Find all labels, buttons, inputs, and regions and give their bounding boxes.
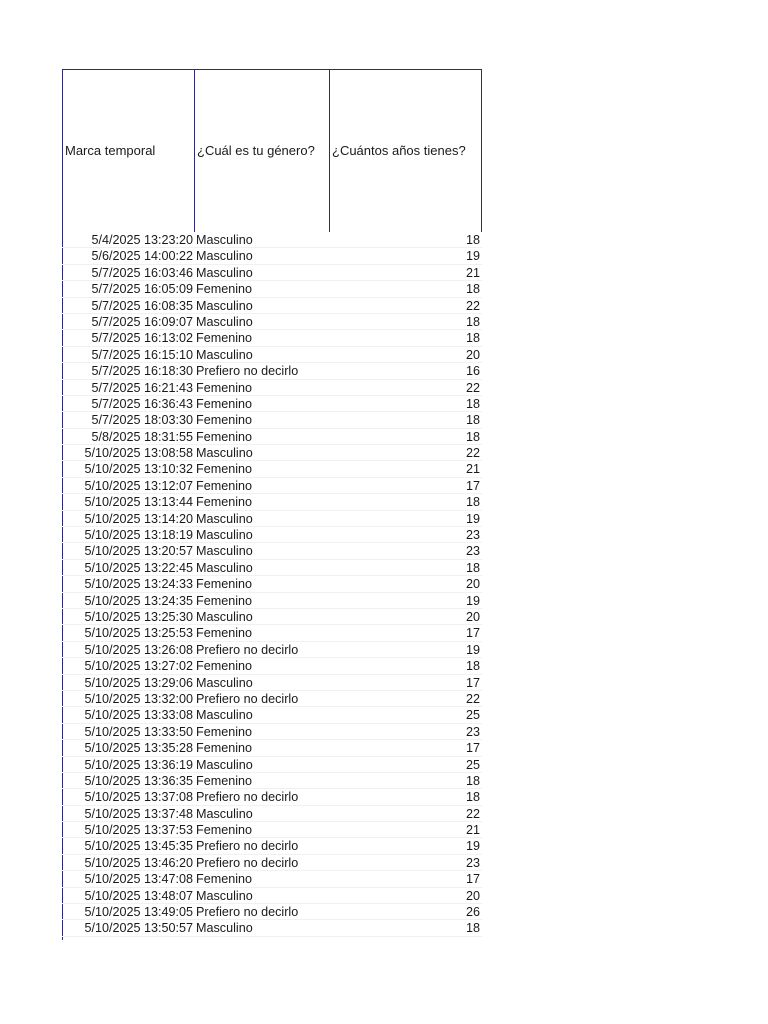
table-row bbox=[62, 330, 482, 346]
timestamp-cell[interactable]: 5/8/2025 18:31:55 bbox=[91, 429, 193, 444]
age-cell[interactable]: 18 bbox=[465, 773, 480, 788]
table-row bbox=[62, 658, 482, 674]
gender-cell[interactable]: Masculino bbox=[196, 265, 253, 280]
age-cell[interactable]: 17 bbox=[465, 872, 480, 887]
table-row bbox=[62, 806, 482, 822]
age-cell[interactable]: 18 bbox=[465, 790, 480, 805]
gender-cell[interactable]: Femenino bbox=[196, 577, 253, 592]
gender-cell[interactable]: Prefiero no decirlo bbox=[196, 839, 299, 854]
age-cell[interactable]: 18 bbox=[465, 429, 480, 444]
header-timestamp[interactable]: Marca temporal bbox=[62, 70, 194, 232]
gender-cell[interactable]: Femenino bbox=[196, 495, 253, 510]
gender-cell[interactable]: Femenino bbox=[196, 396, 253, 411]
timestamp-cell[interactable]: 5/10/2025 13:36:35 bbox=[84, 773, 193, 788]
table-row bbox=[62, 757, 482, 773]
table-row bbox=[62, 773, 482, 789]
table-row bbox=[62, 543, 482, 559]
table-row bbox=[62, 281, 482, 297]
table-row bbox=[62, 494, 482, 510]
table-row bbox=[62, 707, 482, 723]
timestamp-cell[interactable]: 5/10/2025 13:33:08 bbox=[84, 708, 193, 723]
table-row bbox=[62, 248, 482, 264]
age-cell[interactable]: 18 bbox=[465, 396, 480, 411]
gender-cell[interactable]: Femenino bbox=[196, 872, 253, 887]
table-row bbox=[62, 232, 482, 248]
gender-cell[interactable]: Femenino bbox=[196, 773, 253, 788]
timestamp-cell[interactable]: 5/10/2025 13:37:08 bbox=[84, 790, 193, 805]
timestamp-cell[interactable]: 5/10/2025 13:47:08 bbox=[84, 872, 193, 887]
age-cell[interactable]: 18 bbox=[465, 314, 480, 329]
age-cell[interactable]: 20 bbox=[465, 347, 480, 362]
age-cell[interactable]: 22 bbox=[465, 380, 480, 395]
timestamp-cell[interactable]: 5/10/2025 13:24:33 bbox=[84, 577, 193, 592]
timestamp-cell[interactable]: 5/10/2025 13:25:53 bbox=[84, 626, 193, 641]
age-cell[interactable]: 23 bbox=[465, 544, 480, 559]
timestamp-cell[interactable]: 5/10/2025 13:48:07 bbox=[84, 888, 193, 903]
gender-cell[interactable]: Prefiero no decirlo bbox=[196, 364, 299, 379]
table-row bbox=[62, 724, 482, 740]
age-cell[interactable]: 18 bbox=[465, 413, 480, 428]
table-row bbox=[62, 478, 482, 494]
gender-cell[interactable]: Masculino bbox=[196, 560, 253, 575]
table-row bbox=[62, 822, 482, 838]
gender-cell[interactable]: Femenino bbox=[196, 331, 253, 346]
gender-cell[interactable]: Femenino bbox=[196, 380, 253, 395]
gender-cell[interactable]: Femenino bbox=[196, 478, 253, 493]
age-cell[interactable]: 19 bbox=[465, 511, 480, 526]
timestamp-cell[interactable]: 5/10/2025 13:26:08 bbox=[84, 642, 193, 657]
age-cell[interactable]: 17 bbox=[465, 626, 480, 641]
age-cell[interactable]: 18 bbox=[465, 659, 480, 674]
gender-cell[interactable]: Masculino bbox=[196, 544, 253, 559]
table-row bbox=[62, 347, 482, 363]
table-row bbox=[62, 642, 482, 658]
gender-cell[interactable]: Prefiero no decirlo bbox=[196, 790, 299, 805]
age-cell[interactable]: 23 bbox=[465, 855, 480, 870]
timestamp-cell[interactable]: 5/10/2025 13:18:19 bbox=[84, 528, 193, 543]
gender-cell[interactable]: Masculino bbox=[196, 298, 253, 313]
age-cell[interactable]: 25 bbox=[465, 757, 480, 772]
table-row bbox=[62, 838, 482, 854]
table-row bbox=[62, 265, 482, 281]
age-cell[interactable]: 17 bbox=[465, 741, 480, 756]
gender-cell[interactable]: Femenino bbox=[196, 429, 253, 444]
table-row bbox=[62, 691, 482, 707]
table-row bbox=[62, 920, 482, 936]
timestamp-cell[interactable]: 5/10/2025 13:24:35 bbox=[84, 593, 193, 608]
gender-cell[interactable]: Masculino bbox=[196, 233, 253, 247]
timestamp-cell[interactable]: 5/10/2025 13:08:58 bbox=[84, 446, 193, 461]
table-body bbox=[62, 232, 482, 937]
table-row bbox=[62, 789, 482, 805]
timestamp-cell[interactable]: 5/7/2025 16:03:46 bbox=[91, 265, 193, 280]
timestamp-cell[interactable]: 5/7/2025 16:08:35 bbox=[91, 298, 193, 313]
age-cell[interactable]: 18 bbox=[465, 560, 480, 575]
age-cell[interactable]: 18 bbox=[465, 233, 480, 247]
gender-cell[interactable]: Masculino bbox=[196, 347, 253, 362]
table-row bbox=[62, 314, 482, 330]
timestamp-cell[interactable]: 5/10/2025 13:36:19 bbox=[84, 757, 193, 772]
table-row bbox=[62, 593, 482, 609]
gender-cell[interactable]: Masculino bbox=[196, 528, 253, 543]
gender-cell[interactable]: Femenino bbox=[196, 462, 253, 477]
age-cell[interactable]: 21 bbox=[465, 462, 480, 477]
timestamp-cell[interactable]: 5/6/2025 14:00:22 bbox=[91, 249, 193, 264]
timestamp-cell[interactable]: 5/10/2025 13:46:20 bbox=[84, 855, 193, 870]
header-age[interactable]: ¿Cuántos años tienes? bbox=[329, 70, 482, 232]
timestamp-cell[interactable]: 5/10/2025 13:35:28 bbox=[84, 741, 193, 756]
timestamp-cell[interactable]: 5/7/2025 16:36:43 bbox=[91, 396, 193, 411]
timestamp-cell[interactable]: 5/10/2025 13:50:57 bbox=[84, 921, 193, 936]
age-cell[interactable]: 20 bbox=[465, 888, 480, 903]
table-row bbox=[62, 429, 482, 445]
table-row bbox=[62, 363, 482, 379]
table-row bbox=[62, 560, 482, 576]
timestamp-cell[interactable]: 5/7/2025 16:15:10 bbox=[91, 347, 193, 362]
timestamp-cell[interactable]: 5/7/2025 18:03:30 bbox=[91, 413, 193, 428]
table-row bbox=[62, 871, 482, 887]
table-row bbox=[62, 298, 482, 314]
gender-cell[interactable]: Femenino bbox=[196, 413, 253, 428]
gender-cell[interactable]: Masculino bbox=[196, 806, 253, 821]
timestamp-cell[interactable]: 5/10/2025 13:14:20 bbox=[84, 511, 193, 526]
table-row bbox=[62, 855, 482, 871]
table-row bbox=[62, 445, 482, 461]
timestamp-cell[interactable]: 5/10/2025 13:12:07 bbox=[84, 478, 193, 493]
age-cell[interactable]: 19 bbox=[465, 642, 480, 657]
table-row bbox=[62, 609, 482, 625]
table-row bbox=[62, 740, 482, 756]
timestamp-cell[interactable]: 5/10/2025 13:37:48 bbox=[84, 806, 193, 821]
gender-cell[interactable]: Femenino bbox=[196, 823, 253, 838]
age-cell[interactable]: 19 bbox=[465, 839, 480, 854]
age-cell[interactable]: 18 bbox=[465, 495, 480, 510]
gender-cell[interactable]: Prefiero no decirlo bbox=[196, 691, 299, 706]
gender-cell[interactable]: Masculino bbox=[196, 511, 253, 526]
table-row bbox=[62, 461, 482, 477]
gender-cell[interactable]: Masculino bbox=[196, 249, 253, 264]
gender-cell[interactable]: Masculino bbox=[196, 921, 253, 936]
table-row bbox=[62, 675, 482, 691]
gender-cell[interactable]: Prefiero no decirlo bbox=[196, 905, 299, 920]
table-row bbox=[62, 380, 482, 396]
age-cell[interactable]: 20 bbox=[465, 577, 480, 592]
timestamp-cell[interactable]: 5/10/2025 13:37:53 bbox=[84, 823, 193, 838]
gender-cell[interactable]: Masculino bbox=[196, 446, 253, 461]
age-cell[interactable]: 18 bbox=[465, 331, 480, 346]
age-cell[interactable]: 18 bbox=[465, 282, 480, 297]
age-cell[interactable]: 18 bbox=[465, 921, 480, 936]
gender-cell[interactable]: Masculino bbox=[196, 708, 253, 723]
gender-cell[interactable]: Masculino bbox=[196, 757, 253, 772]
age-cell[interactable]: 25 bbox=[465, 708, 480, 723]
timestamp-cell[interactable]: 5/10/2025 13:20:57 bbox=[84, 544, 193, 559]
gender-cell[interactable]: Femenino bbox=[196, 741, 253, 756]
timestamp-cell[interactable]: 5/10/2025 13:33:50 bbox=[84, 724, 193, 739]
timestamp-cell[interactable]: 5/7/2025 16:13:02 bbox=[91, 331, 193, 346]
table-row bbox=[62, 527, 482, 543]
timestamp-cell[interactable]: 5/7/2025 16:21:43 bbox=[91, 380, 193, 395]
gender-cell[interactable]: Femenino bbox=[196, 593, 253, 608]
age-cell[interactable]: 17 bbox=[465, 675, 480, 690]
age-cell[interactable]: 17 bbox=[465, 478, 480, 493]
age-cell[interactable]: 21 bbox=[465, 265, 480, 280]
gender-cell[interactable]: Masculino bbox=[196, 609, 253, 624]
timestamp-cell[interactable]: 5/4/2025 13:23:20 bbox=[91, 233, 193, 247]
age-cell[interactable]: 16 bbox=[465, 364, 480, 379]
age-cell[interactable]: 22 bbox=[465, 446, 480, 461]
table-row bbox=[62, 888, 482, 904]
table-row bbox=[62, 511, 482, 527]
timestamp-cell[interactable]: 5/7/2025 16:18:30 bbox=[91, 364, 193, 379]
age-cell[interactable]: 26 bbox=[465, 905, 480, 920]
age-cell[interactable]: 22 bbox=[465, 298, 480, 313]
age-cell[interactable]: 23 bbox=[465, 528, 480, 543]
age-cell[interactable]: 20 bbox=[465, 609, 480, 624]
age-cell[interactable]: 19 bbox=[465, 249, 480, 264]
timestamp-cell[interactable]: 5/10/2025 13:10:32 bbox=[84, 462, 193, 477]
timestamp-cell[interactable]: 5/10/2025 13:49:05 bbox=[84, 905, 193, 920]
spreadsheet bbox=[62, 69, 482, 937]
table-row bbox=[62, 412, 482, 428]
age-cell[interactable]: 19 bbox=[465, 593, 480, 608]
timestamp-cell[interactable]: 5/7/2025 16:05:09 bbox=[91, 282, 193, 297]
timestamp-cell[interactable]: 5/10/2025 13:27:02 bbox=[84, 659, 193, 674]
timestamp-cell[interactable]: 5/7/2025 16:09:07 bbox=[91, 314, 193, 329]
gender-cell[interactable]: Femenino bbox=[196, 282, 253, 297]
table-row bbox=[62, 396, 482, 412]
gender-cell[interactable]: Femenino bbox=[196, 626, 253, 641]
table-row bbox=[62, 904, 482, 920]
gender-cell[interactable]: Femenino bbox=[196, 724, 253, 739]
age-cell[interactable]: 23 bbox=[465, 724, 480, 739]
gender-cell[interactable]: Masculino bbox=[196, 675, 253, 690]
table-row bbox=[62, 625, 482, 641]
timestamp-cell[interactable]: 5/10/2025 13:45:35 bbox=[84, 839, 193, 854]
gender-cell[interactable]: Masculino bbox=[196, 888, 253, 903]
gender-cell[interactable]: Masculino bbox=[196, 314, 253, 329]
timestamp-cell[interactable]: 5/10/2025 13:32:00 bbox=[84, 691, 193, 706]
timestamp-cell[interactable]: 5/10/2025 13:22:45 bbox=[84, 560, 193, 575]
table-row bbox=[62, 576, 482, 592]
age-cell[interactable]: 22 bbox=[465, 806, 480, 821]
age-cell[interactable]: 21 bbox=[465, 823, 480, 838]
timestamp-cell[interactable]: 5/10/2025 13:29:06 bbox=[84, 675, 193, 690]
gender-cell[interactable]: Prefiero no decirlo bbox=[196, 855, 299, 870]
timestamp-cell[interactable]: 5/10/2025 13:13:44 bbox=[84, 495, 193, 510]
gender-cell[interactable]: Prefiero no decirlo bbox=[196, 642, 299, 657]
header-row bbox=[62, 69, 482, 232]
header-gender[interactable]: ¿Cuál es tu género? bbox=[194, 70, 329, 232]
timestamp-cell[interactable]: 5/10/2025 13:25:30 bbox=[84, 609, 193, 624]
age-cell[interactable]: 22 bbox=[465, 691, 480, 706]
gender-cell[interactable]: Femenino bbox=[196, 659, 253, 674]
